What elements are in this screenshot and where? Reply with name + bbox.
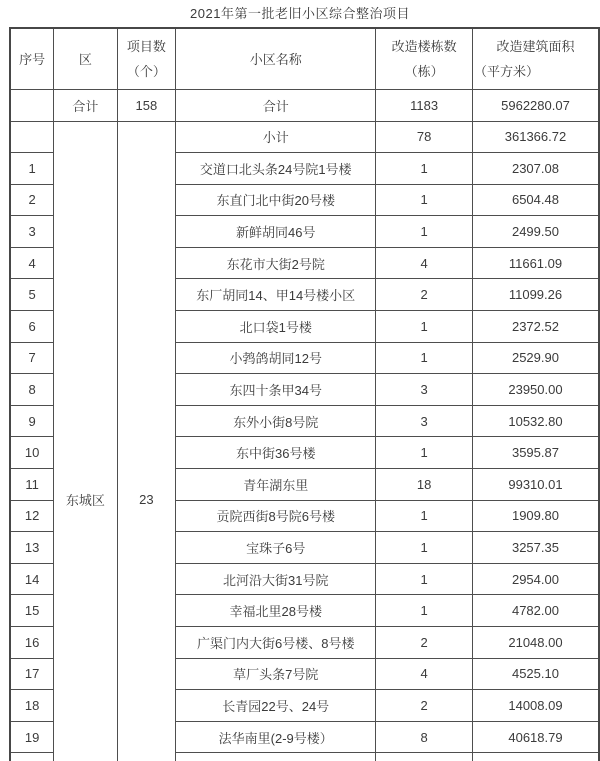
subtotal-buildings: 78 bbox=[376, 121, 473, 153]
row-area: 11661.09 bbox=[472, 247, 599, 279]
district-merged-cell: 东城区 bbox=[54, 121, 117, 761]
header-area bbox=[472, 28, 599, 89]
row-area: 2499.50 bbox=[472, 216, 599, 248]
row-area: 3257.35 bbox=[472, 532, 599, 564]
row-buildings-count: 1 bbox=[376, 342, 473, 374]
row-buildings-count: 1 bbox=[376, 500, 473, 532]
row-seq: 2 bbox=[10, 184, 54, 216]
table-container bbox=[9, 27, 600, 761]
total-area: 5962280.07 bbox=[472, 89, 599, 121]
row-area: 4782.00 bbox=[472, 595, 599, 627]
header-buildings-line2: （栋） bbox=[404, 63, 444, 79]
row-area: 23950.00 bbox=[472, 374, 599, 406]
header-project-count-line2: （个） bbox=[126, 63, 166, 79]
row-area: 14008.09 bbox=[472, 690, 599, 722]
row-area: 10532.80 bbox=[472, 405, 599, 437]
row-community-name: 交道口北头条24号院1号楼 bbox=[176, 153, 376, 185]
header-community-label: 小区名称 bbox=[249, 52, 302, 68]
row-seq: 12 bbox=[10, 500, 54, 532]
header-area-line1: 改造建筑面积 bbox=[496, 38, 575, 54]
row-seq: 16 bbox=[10, 627, 54, 659]
header-project-count-line1: 项目数 bbox=[126, 38, 166, 54]
row-area: 11099.26 bbox=[472, 279, 599, 311]
row-seq: 13 bbox=[10, 532, 54, 564]
row-community-name: 贡院西街8号院6号楼 bbox=[176, 500, 376, 532]
row-community-name: 东厂胡同14、甲14号楼小区 bbox=[176, 279, 376, 311]
row-community-name: 幸福北里28号楼 bbox=[176, 595, 376, 627]
row-area: 2307.08 bbox=[472, 153, 599, 185]
row-seq: 3 bbox=[10, 216, 54, 248]
row-buildings-count: 8 bbox=[376, 721, 473, 753]
partial-seq-cell bbox=[10, 753, 54, 761]
row-community-name: 北河沿大街31号院 bbox=[176, 563, 376, 595]
total-row bbox=[10, 89, 599, 121]
row-buildings-count: 2 bbox=[376, 690, 473, 722]
total-buildings: 1183 bbox=[376, 89, 473, 121]
project-count-merged-cell: 23 bbox=[117, 121, 176, 761]
row-area: 99310.01 bbox=[472, 469, 599, 501]
row-area: 2372.52 bbox=[472, 311, 599, 343]
header-buildings bbox=[376, 28, 473, 89]
row-area: 3595.87 bbox=[472, 437, 599, 469]
header-district bbox=[54, 28, 117, 89]
page-title: 2021年第一批老旧小区综合整治项目 bbox=[190, 6, 410, 21]
row-buildings-count: 1 bbox=[376, 216, 473, 248]
row-buildings-count: 2 bbox=[376, 279, 473, 311]
row-buildings-count: 4 bbox=[376, 658, 473, 690]
subtotal-row bbox=[10, 121, 599, 153]
row-community-name: 东直门北中街20号楼 bbox=[176, 184, 376, 216]
row-community-name: 小鹁鸽胡同12号 bbox=[176, 342, 376, 374]
header-seq-label: 序号 bbox=[19, 52, 46, 68]
row-seq: 7 bbox=[10, 342, 54, 374]
header-community bbox=[176, 28, 376, 89]
row-buildings-count: 3 bbox=[376, 374, 473, 406]
row-community-name: 东中街36号楼 bbox=[176, 437, 376, 469]
row-community-name: 新鲜胡同46号 bbox=[176, 216, 376, 248]
row-buildings-count: 1 bbox=[376, 563, 473, 595]
header-district-label: 区 bbox=[78, 52, 92, 68]
row-seq: 6 bbox=[10, 311, 54, 343]
row-seq: 4 bbox=[10, 247, 54, 279]
subtotal-label: 小计 bbox=[176, 121, 376, 153]
row-buildings-count: 1 bbox=[376, 311, 473, 343]
header-area-line2: （平方米） bbox=[473, 63, 539, 79]
row-seq: 18 bbox=[10, 690, 54, 722]
subtotal-seq-cell bbox=[10, 121, 54, 153]
row-buildings-count: 1 bbox=[376, 184, 473, 216]
row-seq: 1 bbox=[10, 153, 54, 185]
row-community-name: 东外小街8号院 bbox=[176, 405, 376, 437]
row-buildings-count: 1 bbox=[376, 532, 473, 564]
total-seq-cell bbox=[10, 89, 54, 121]
row-buildings-count: 1 bbox=[376, 437, 473, 469]
row-area: 2954.00 bbox=[472, 563, 599, 595]
partial-area-cell bbox=[472, 753, 599, 761]
total-district-label: 合计 bbox=[54, 89, 117, 121]
partial-name-cell bbox=[176, 753, 376, 761]
row-community-name: 宝珠子6号 bbox=[176, 532, 376, 564]
header-project-count bbox=[117, 28, 176, 89]
row-area: 1909.80 bbox=[472, 500, 599, 532]
row-buildings-count: 18 bbox=[376, 469, 473, 501]
partial-buildings-cell bbox=[376, 753, 473, 761]
row-buildings-count: 4 bbox=[376, 247, 473, 279]
row-area: 6504.48 bbox=[472, 184, 599, 216]
row-community-name: 长青园22号、24号 bbox=[176, 690, 376, 722]
row-buildings-count: 2 bbox=[376, 627, 473, 659]
row-seq: 14 bbox=[10, 563, 54, 595]
header-row bbox=[10, 28, 599, 89]
row-area: 2529.90 bbox=[472, 342, 599, 374]
row-area: 40618.79 bbox=[472, 721, 599, 753]
row-community-name: 法华南里(2-9号楼） bbox=[176, 721, 376, 753]
row-buildings-count: 3 bbox=[376, 405, 473, 437]
subtotal-area: 361366.72 bbox=[472, 121, 599, 153]
row-seq: 19 bbox=[10, 721, 54, 753]
total-community-label: 合计 bbox=[176, 89, 376, 121]
row-area: 21048.00 bbox=[472, 627, 599, 659]
projects-table bbox=[9, 27, 600, 761]
row-community-name: 广渠门内大街6号楼、8号楼 bbox=[176, 627, 376, 659]
row-community-name: 草厂头条7号院 bbox=[176, 658, 376, 690]
header-seq bbox=[10, 28, 54, 89]
header-buildings-line1: 改造楼栋数 bbox=[391, 38, 457, 54]
row-area: 4525.10 bbox=[472, 658, 599, 690]
total-project-count: 158 bbox=[117, 89, 176, 121]
row-seq: 9 bbox=[10, 405, 54, 437]
row-seq: 11 bbox=[10, 469, 54, 501]
row-seq: 15 bbox=[10, 595, 54, 627]
row-buildings-count: 1 bbox=[376, 153, 473, 185]
row-community-name: 北口袋1号楼 bbox=[176, 311, 376, 343]
row-community-name: 东花市大街2号院 bbox=[176, 247, 376, 279]
row-community-name: 青年湖东里 bbox=[176, 469, 376, 501]
row-buildings-count: 1 bbox=[376, 595, 473, 627]
row-community-name: 东四十条甲34号 bbox=[176, 374, 376, 406]
row-seq: 10 bbox=[10, 437, 54, 469]
row-seq: 5 bbox=[10, 279, 54, 311]
row-seq: 8 bbox=[10, 374, 54, 406]
row-seq: 17 bbox=[10, 658, 54, 690]
